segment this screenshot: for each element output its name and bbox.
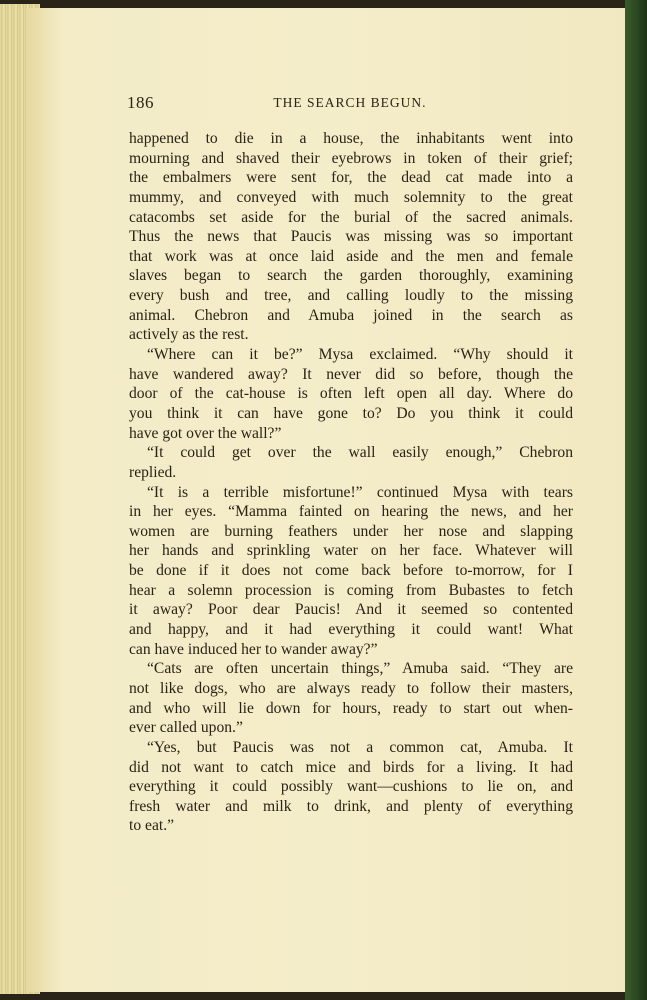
text-line: be done if it does not come back before to-morrow, for I bbox=[129, 562, 573, 580]
text-line: “It is a terrible misfortune!” continued Mysa with tears bbox=[147, 483, 573, 501]
text-line: mourning and shaved their eyebrows in token of their grief; bbox=[129, 149, 573, 167]
body-text bbox=[129, 129, 573, 836]
text-line: in her eyes. “Mamma fainted on hearing the news, and her bbox=[129, 503, 573, 521]
text-line: and who will lie down for hours, ready to start out when- bbox=[129, 699, 573, 717]
text-line: have wandered away? It never did so before, though the bbox=[129, 365, 573, 383]
running-title: THE SEARCH BEGUN. bbox=[273, 95, 427, 110]
page-number: 186 bbox=[127, 93, 154, 112]
text-line: have got over the wall?” bbox=[129, 424, 282, 442]
text-line: actively as the rest. bbox=[129, 326, 249, 344]
text-line: fresh water and milk to drink, and plenty of everything bbox=[129, 797, 573, 815]
text-line: it away? Poor dear Paucis! And it seemed so contented bbox=[129, 601, 573, 619]
book-cover-edge bbox=[625, 0, 647, 1000]
text-line: “It could get over the wall easily enough,” Chebron bbox=[147, 444, 573, 462]
text-line: to eat.” bbox=[129, 817, 175, 835]
text-line: “Where can it be?” Mysa exclaimed. “Why should it bbox=[147, 346, 573, 364]
text-line: and happy, and it had everything it could want! What bbox=[129, 621, 573, 639]
text-line: can have induced her to wander away?” bbox=[129, 640, 378, 658]
text-line: slaves began to search the garden thoroughly, examining bbox=[129, 267, 573, 285]
text-line: every bush and tree, and calling loudly to the missing bbox=[129, 287, 573, 305]
text-line: door of the cat-house is often left open all day. Where do bbox=[129, 385, 573, 403]
text-line: did not want to catch mice and birds for a living. It had bbox=[129, 758, 573, 776]
text-line: the embalmers were sent for, the dead cat made into a bbox=[129, 169, 573, 187]
text-line: Thus the news that Paucis was missing was so important bbox=[129, 228, 573, 246]
text-line: happened to die in a house, the inhabitants went into bbox=[129, 130, 573, 147]
page-header bbox=[127, 93, 573, 117]
text-line: her hands and sprinkling water on her face. Whatever will bbox=[129, 542, 573, 560]
text-line: hear a solemn procession is coming from Bubastes to fetch bbox=[129, 581, 573, 599]
text-line: “Cats are often uncertain things,” Amuba said. “They are bbox=[147, 660, 573, 678]
text-line: that work was at once laid aside and the men and female bbox=[129, 247, 573, 265]
text-line: everything it could possibly want—cushions to lie on, and bbox=[129, 778, 573, 796]
text-line: women are burning feathers under her nose and slapping bbox=[129, 522, 573, 540]
text-line: “Yes, but Paucis was not a common cat, Amuba. It bbox=[147, 738, 573, 756]
text-line: replied. bbox=[129, 463, 177, 481]
text-line: not like dogs, who are always ready to follow their masters, bbox=[129, 679, 573, 697]
text-line: you think it can have gone to? Do you think it could bbox=[129, 404, 573, 422]
text-line: catacombs set aside for the burial of the sacred animals. bbox=[129, 208, 573, 226]
text-line: ever called upon.” bbox=[129, 719, 243, 737]
text-line: animal. Chebron and Amuba joined in the search as bbox=[129, 306, 573, 324]
text-line: mummy, and conveyed with much solemnity to the great bbox=[129, 188, 573, 206]
